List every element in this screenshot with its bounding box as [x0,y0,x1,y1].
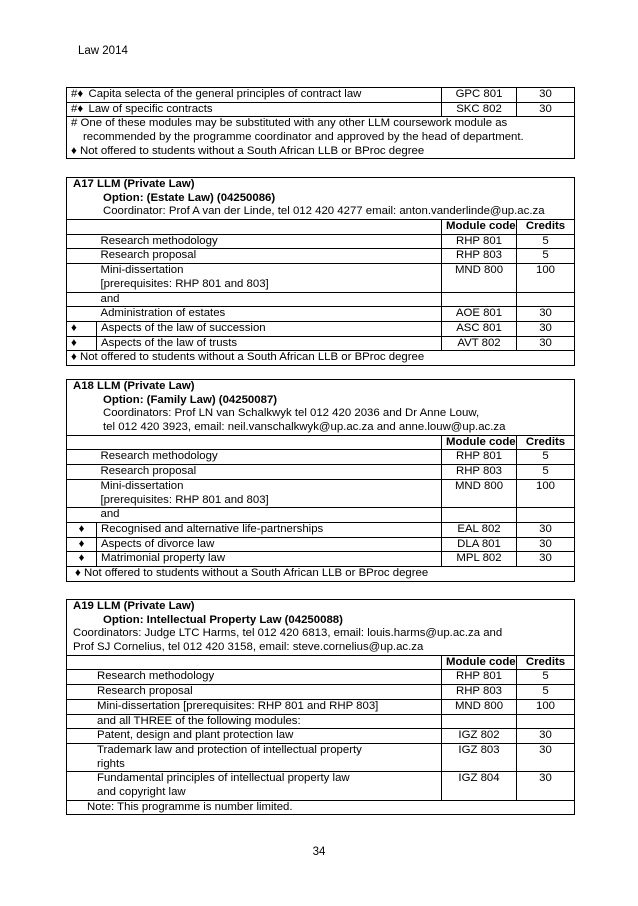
table-row [67,102,575,117]
module-code: SKC 802 [442,102,517,117]
module-credits: 5 [517,234,575,249]
module-name: Research methodology [67,670,442,685]
module-symbol: ♦ [67,552,97,567]
page-header: Law 2014 [78,45,128,57]
table-row [67,465,575,480]
module-code: DLA 801 [442,537,517,552]
table-row [67,685,575,700]
programme-title: A17 LLM (Private Law) [73,178,195,190]
table-row [67,336,575,351]
programme-option: Option: (Family Law) (04250087) [103,393,278,406]
module-credits: 5 [517,685,575,700]
module-name: Capita selecta of the general principles of contract law [85,88,442,103]
module-name: Mini-dissertation [prerequisites: RHP 801 and RHP 803] [67,699,442,714]
module-credits: 5 [517,249,575,264]
module-name: Patent, design and plant protection law [67,729,442,744]
module-code: RHP 803 [442,685,517,700]
module-code: AOE 801 [442,307,517,322]
coordinators-line-1: Coordinators: Judge LTC Harms, tel 012 420 6813, email: louis.harms@up.ac.za and [73,627,503,640]
module-symbol: ♦ [67,336,97,351]
module-name: Recognised and alternative life-partnerships [97,522,442,537]
module-symbol: ♦ [67,321,97,336]
module-name: Administration of estates [97,307,442,322]
module-credits: 100 [517,699,575,714]
module-credits: 30 [517,729,575,744]
module-name-cont: and copyright law [97,785,186,798]
module-code: MND 800 [442,699,517,714]
module-symbol: ♦ [67,537,97,552]
module-name: Research proposal [67,685,442,700]
module-name: Trademark law and protection of intellectual property [97,743,362,756]
not-offered-note: ♦ Not offered to students without a South African LLB or BProc degree [71,144,425,157]
table-row [67,743,575,771]
module-credits: 30 [517,321,575,336]
programme-title: A19 LLM (Private Law) [73,600,195,612]
module-symbol: #♦ [67,102,85,117]
module-name: Research methodology [97,234,442,249]
module-code: GPC 801 [442,88,517,103]
footnote-row [67,117,575,159]
programme-option: Option: (Estate Law) (04250086) [103,191,276,204]
module-name: Research proposal [97,249,442,264]
module-code: RHP 801 [442,670,517,685]
module-credits: 5 [517,670,575,685]
module-code: RHP 801 [442,234,517,249]
module-symbol [67,479,97,493]
programme-option: Option: Intellectual Property Law (04250088) [103,613,343,626]
coordinators-line-2: Prof SJ Cornelius, tel 012 420 3158, email: steve.cornelius@up.ac.za [73,641,424,654]
table-row [67,729,575,744]
table-row [67,321,575,336]
col-credits: Credits [517,655,575,670]
module-symbol [67,264,97,278]
continuation-table [66,87,575,159]
substitution-note: # One of these modules may be substituted with any other LLM coursework module as [71,117,508,130]
and-label: and [97,508,442,523]
module-symbol [67,307,97,322]
table-row [67,264,575,278]
module-symbol: #♦ [67,88,85,103]
module-code: IGZ 802 [442,729,517,744]
col-credits: Credits [517,435,575,450]
programme-title: A18 LLM (Private Law) [73,380,195,392]
table-row [67,479,575,493]
module-code: RHP 803 [442,249,517,264]
module-credits: 5 [517,465,575,480]
col-module-code: Module code [442,435,517,450]
coordinators-line-1: Coordinators: Prof LN van Schalkwyk tel 012 420 2036 and Dr Anne Louw, [103,407,480,420]
module-symbol [67,249,97,264]
module-code: RHP 801 [442,450,517,465]
table-row [67,522,575,537]
table-row [67,88,575,103]
not-offered-note: ♦ Not offered to students without a South African LLB or BProc degree [67,351,575,366]
module-credits: 100 [517,264,575,278]
prerequisites: [prerequisites: RHP 801 and 803] [97,278,442,292]
table-row [67,670,575,685]
module-code: ASC 801 [442,321,517,336]
table-row [67,249,575,264]
col-module-code: Module code [442,655,517,670]
table-row [67,450,575,465]
number-limited-note: Note: This programme is number limited. [67,800,575,815]
module-credits: 30 [517,102,575,117]
module-symbol [67,465,97,480]
module-credits: 30 [517,336,575,351]
table-row [67,307,575,322]
module-code: EAL 802 [442,522,517,537]
col-module-code: Module code [442,220,517,235]
a17-table [66,177,575,366]
page-number: 34 [312,846,326,858]
table-row [67,537,575,552]
module-credits: 30 [517,522,575,537]
col-credits: Credits [517,220,575,235]
module-name-cont: rights [97,757,125,770]
module-name: Fundamental principles of intellectual property law [97,772,350,785]
module-credits: 30 [517,307,575,322]
and-label: and [97,292,442,307]
module-name: Research proposal [97,465,442,480]
module-credits: 30 [517,537,575,552]
module-name: Mini-dissertation [97,264,442,278]
module-name: Matrimonial property law [97,552,442,567]
substitution-note-cont: recommended by the programme coordinator and approved by the head of department. [83,131,524,144]
module-name: Aspects of the law of succession [97,321,442,336]
not-offered-note: ♦ Not offered to students without a South African LLB or BProc degree [67,566,575,581]
a19-table [66,599,575,815]
a18-table [66,379,575,582]
module-name: Aspects of divorce law [97,537,442,552]
module-code: IGZ 804 [442,772,517,800]
module-credits: 30 [517,88,575,103]
module-name: Research methodology [97,450,442,465]
table-row [67,772,575,800]
and-all-label: and all THREE of the following modules: [67,714,442,729]
coordinator: Coordinator: Prof A van der Linde, tel 012 420 4277 email: anton.vanderlinde@up.ac.za [103,205,545,218]
module-name: Mini-dissertation [97,479,442,493]
module-symbol [67,450,97,465]
module-credits: 30 [517,772,575,800]
module-symbol: ♦ [67,522,97,537]
module-code: MPL 802 [442,552,517,567]
module-code: MND 800 [442,264,517,278]
module-credits: 30 [517,552,575,567]
coordinators-line-2: tel 012 420 3923, email: neil.vanschalkwyk@up.ac.za and anne.louw@up.ac.za [103,421,506,434]
module-code: AVT 802 [442,336,517,351]
module-credits: 100 [517,479,575,493]
module-code: MND 800 [442,479,517,493]
prerequisites: [prerequisites: RHP 801 and 803] [97,494,442,508]
module-code: IGZ 803 [442,743,517,771]
module-code: RHP 803 [442,465,517,480]
module-name: Law of specific contracts [85,102,442,117]
table-row [67,552,575,567]
module-name: Aspects of the law of trusts [97,336,442,351]
table-row [67,234,575,249]
module-credits: 30 [517,743,575,771]
module-symbol [67,234,97,249]
module-credits: 5 [517,450,575,465]
table-row [67,699,575,714]
